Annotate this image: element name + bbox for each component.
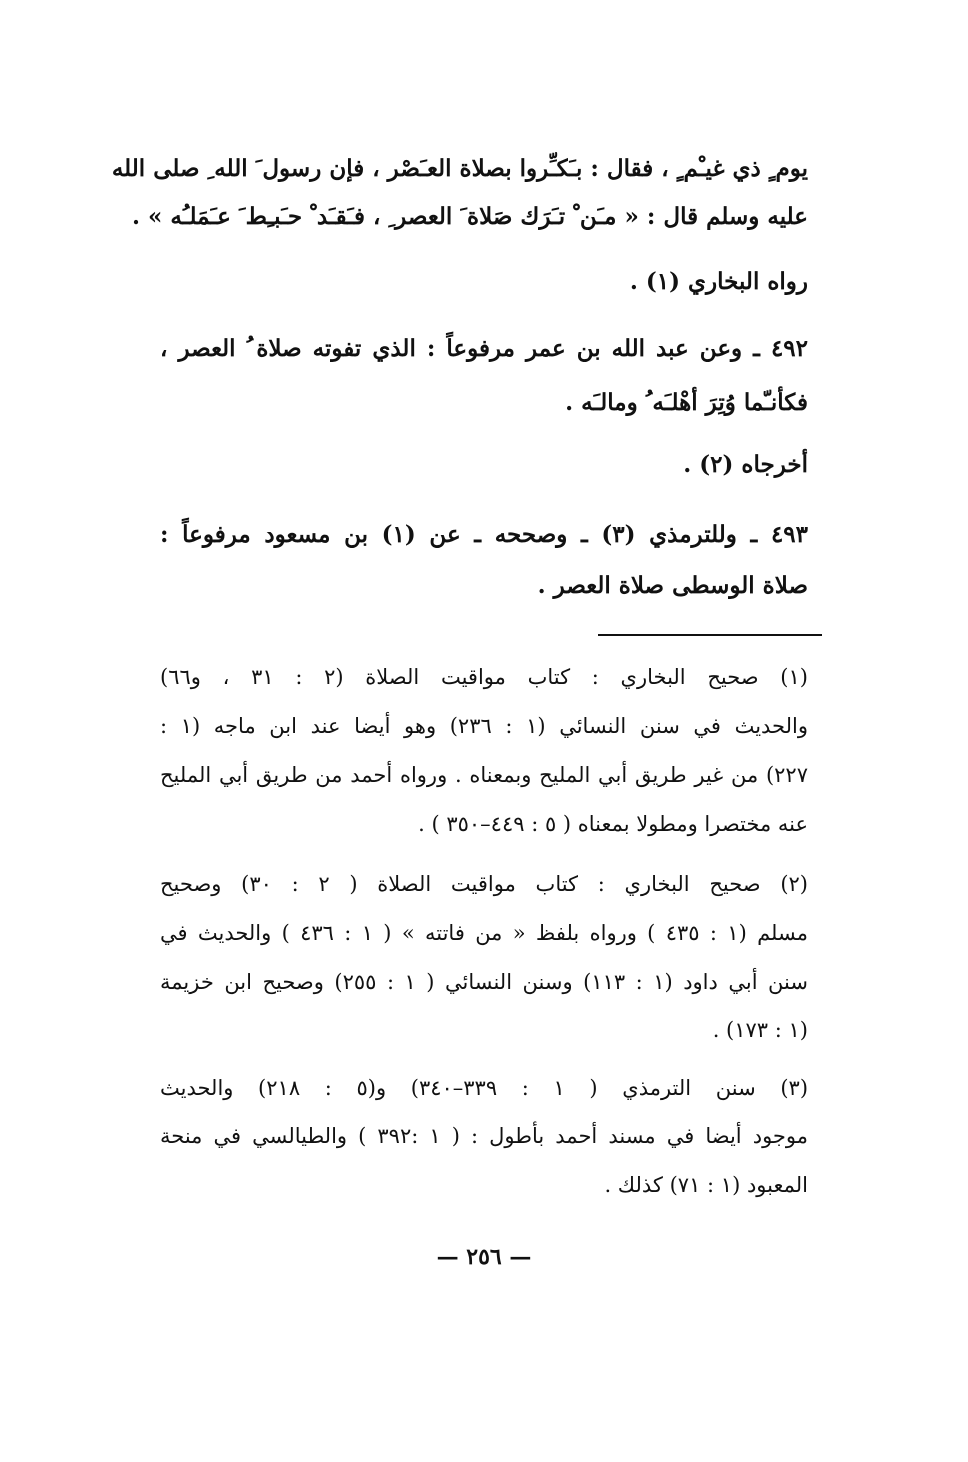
footnote-1-line: ٢٢٧) من غير طريق أبي المليح وبمعناه . ورواه أحمد من طريق أبي المليح xyxy=(160,763,808,787)
footnote-2-line: سنن أبي داود (١ : ١١٣) وسنن النسائي ( ١ : ٢٥٥) وصحيح ابن خزيمة xyxy=(160,970,808,994)
hadith-493-line: ٤٩٣ ـ وللترمذي (٣) ـ وصححه ـ عن (١) بن مسعود مرفوعاً : xyxy=(160,521,808,548)
footnote-2-line: (٢) صحيح البخاري : كتاب مواقيت الصلاة ( ٢ : ٣٠) وصحيح xyxy=(160,872,808,896)
footnote-1-line: والحديث في سنن النسائي (١ : ٢٣٦) وهو أيضا عند ابن ماجه (١ : xyxy=(160,714,808,738)
footnote-1-line: عنه مختصرا ومطولا بمعناه ( ٥ : ٤٤٩–٣٥٠ ) . xyxy=(418,812,808,836)
page-number: — ٢٥٦ — xyxy=(436,1244,532,1270)
footnote-separator xyxy=(598,634,822,636)
main-text-line: فكأنـّما وُتِرَ أهْلـَه ُ ومالـَه . xyxy=(565,389,808,416)
footnote-3-line: المعبود (١ : ٧١) كذلك . xyxy=(604,1173,808,1197)
main-text-line: أخرجاه (٢) . xyxy=(683,451,808,478)
hadith-492-line: ٤٩٢ ـ وعن عبد الله بن عمر مرفوعاً : الذي تفوته صلاة ُ العصر ، xyxy=(160,335,808,362)
main-text-line: رواه البخاري (١) . xyxy=(629,268,808,295)
footnote-3-line: (٣) سنن الترمذي ( ١ : ٣٣٩–٣٤٠) و(٥ : ٢١٨) والحديث xyxy=(160,1076,809,1100)
footnote-2-line: مسلم (١ : ٤٣٥ ) ورواه بلفظ « من فاتته » ( ١ : ٤٣٦ ) والحديث في xyxy=(160,921,808,945)
footnote-3-line: موجود أيضا في مسند أحمد بأطول : ( ١ :٣٩٢ ) والطيالسي في منحة xyxy=(160,1124,808,1148)
main-text-line: عليه وسلم قال : « مـَن ْ تـَرَك صَلاة َ العصر ِ ، فـَقـَد ْ حـَبـِط َ عـَمَلـُه » . xyxy=(132,203,808,230)
main-text-line: صلاة الوسطى صلاة العصر . xyxy=(537,572,808,599)
footnote-1-line: (١) صحيح البخاري : كتاب مواقيت الصلاة (٢ : ٣١ ، و٦٦) xyxy=(160,665,808,689)
main-text-line: يوم ٍ ذي غيـْم ٍ ، فقال : بـَكـِّروا بصلاة العـَصْر ، فإن رسول َ الله ِ صلى الله xyxy=(111,155,808,182)
footnote-2-line: (١ : ١٧٣) . xyxy=(712,1018,808,1042)
